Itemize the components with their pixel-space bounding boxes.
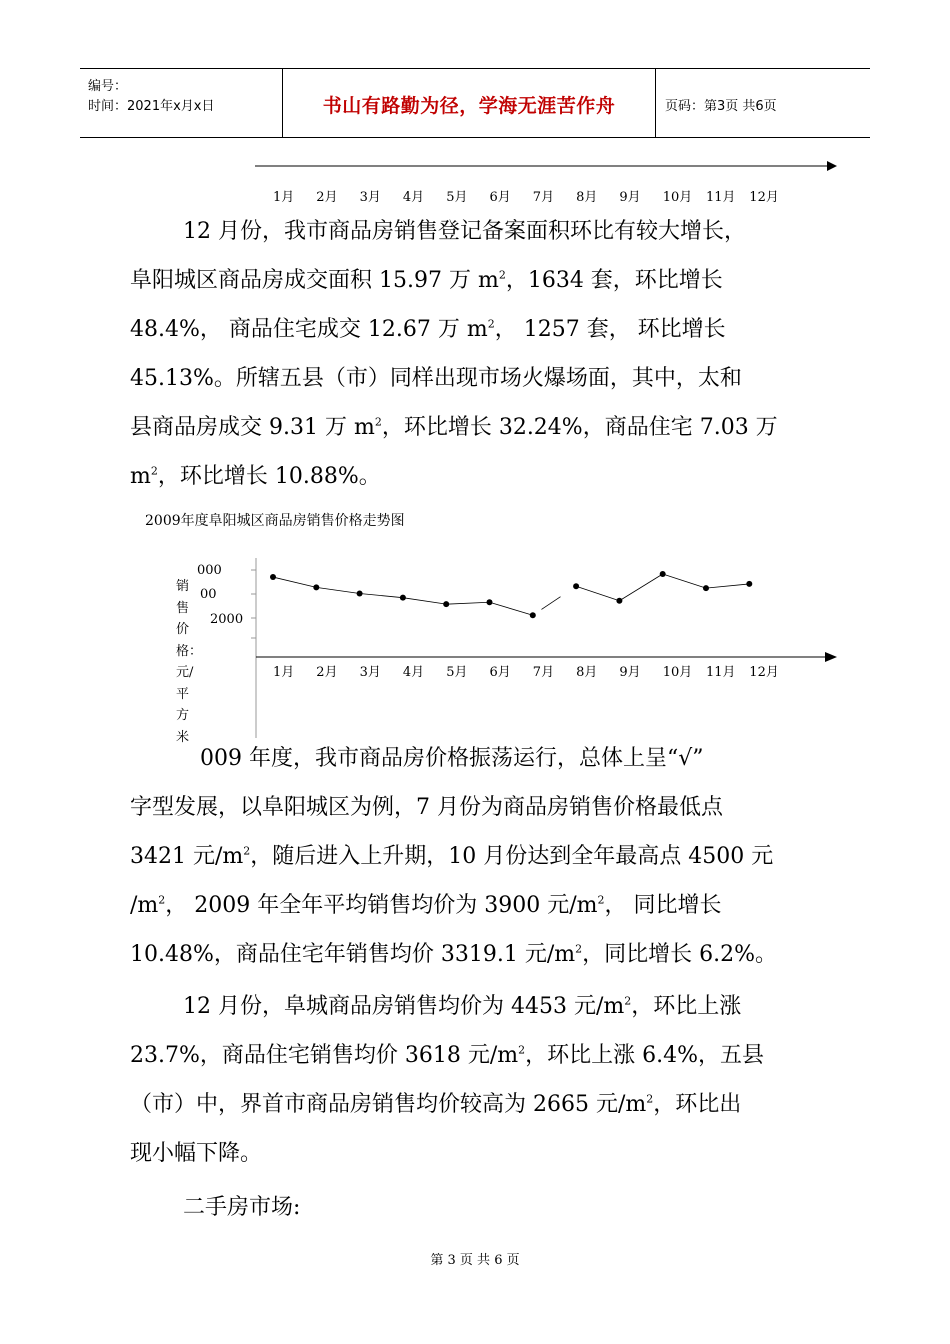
number-label: 编号： bbox=[88, 79, 128, 94]
para2-line3: 3421 元$/m^2$，随后进入上升期，10 月份达到全年最高点 4500 元 bbox=[130, 844, 774, 869]
price-trend-chart bbox=[165, 548, 845, 748]
axis-month-label: 6月 bbox=[489, 190, 511, 205]
para4-line1: 二手房市场: bbox=[183, 1195, 301, 1220]
x-tick-label: 1月 bbox=[273, 665, 295, 680]
x-tick-label: 5月 bbox=[446, 665, 468, 680]
para1-line3: 48.4%， 商品住宅成交 12.67 万 $m^2$， 1257 套， 环比增长 bbox=[130, 317, 726, 342]
motto: 书山有路勤为径，学海无涯苦作舟 bbox=[322, 95, 616, 117]
series-segment bbox=[403, 598, 446, 604]
x-tick-label: 2月 bbox=[316, 665, 338, 680]
data-point bbox=[616, 598, 622, 604]
y-ticks bbox=[197, 563, 256, 638]
para2-line2: 字型发展，以阜阳城区为例，7 月份为商品房销售价格最低点 bbox=[130, 795, 723, 820]
series-segment bbox=[619, 574, 662, 601]
data-point bbox=[270, 574, 276, 580]
para2-line5: 10.48%，商品住宅年销售均价 3319.1 元$/m^2$，同比增长 6.2%。 bbox=[130, 942, 778, 967]
y-tick-label: 2000 bbox=[210, 612, 244, 627]
data-point bbox=[487, 599, 493, 605]
para3-line1: 12 月份，阜城商品房销售均价为 4453 元$/m^2$，环比上涨 bbox=[183, 994, 742, 1019]
axis-arrow bbox=[255, 156, 840, 176]
series-segment bbox=[706, 584, 749, 588]
para2-line4: $/m^2$， 2009 年全年平均销售均价为 3900 元$/m^2$， 同比增长 bbox=[130, 893, 722, 918]
axis-month-label: 8月 bbox=[576, 190, 598, 205]
axis-month-label: 4月 bbox=[402, 190, 425, 205]
y-axis-label-char: 方 bbox=[176, 708, 190, 723]
series-segment bbox=[663, 574, 706, 588]
x-tick-label: 12月 bbox=[749, 665, 779, 680]
data-point bbox=[357, 590, 363, 596]
header-page-cell bbox=[655, 69, 870, 137]
series-line bbox=[273, 574, 749, 615]
x-tick-label: 3月 bbox=[359, 665, 381, 680]
x-tick-label: 9月 bbox=[619, 665, 641, 680]
page-label: 页码：第3页 共6页 bbox=[665, 99, 777, 114]
header-motto-cell bbox=[282, 69, 656, 137]
header-meta-cell bbox=[80, 69, 282, 137]
axis-month-label: 7月 bbox=[532, 190, 555, 205]
y-axis-label-char: 售 bbox=[176, 600, 190, 616]
series-segment bbox=[446, 602, 489, 604]
series-segment bbox=[316, 587, 359, 593]
axis-month-label: 10月 bbox=[662, 190, 693, 205]
series-segment bbox=[541, 597, 560, 610]
series-segment bbox=[360, 593, 403, 597]
series-segment bbox=[273, 577, 316, 587]
x-tick-label: 10月 bbox=[662, 665, 693, 680]
data-point bbox=[530, 612, 536, 618]
x-tick-label: 8月 bbox=[576, 665, 598, 680]
series-segment bbox=[576, 586, 619, 601]
para1-line1: 12 月份，我市商品房销售登记备案面积环比有较大增长， bbox=[183, 219, 746, 244]
axis-month-label: 12月 bbox=[749, 190, 779, 205]
page-footer: 第 3 页 共 6 页 bbox=[430, 1253, 520, 1268]
para1-line2: 阜阳城区商品房成交面积 15.97 万 $m^2$，1634 套，环比增长 bbox=[130, 268, 723, 293]
axis-month-label: 1月 bbox=[273, 190, 295, 205]
chart-title: 2009年度阜阳城区商品房销售价格走势图 bbox=[145, 513, 405, 529]
para3-line4: 现小幅下降。 bbox=[130, 1141, 263, 1166]
y-tick-label: 000 bbox=[197, 563, 222, 578]
para2-line1: 009 年度，我市商品房价格振荡运行，总体上呈“√” bbox=[200, 746, 704, 771]
x-tick-label: 4月 bbox=[402, 665, 425, 680]
data-point bbox=[703, 585, 709, 591]
axis-month-label: 2月 bbox=[316, 190, 338, 205]
y-axis-label-char: 平 bbox=[176, 686, 190, 702]
axis-month-label: 3月 bbox=[359, 190, 381, 205]
previous-chart-axis bbox=[255, 156, 840, 206]
para1-line5: 县商品房成交 9.31 万 $m^2$，环比增长 32.24%，商品住宅 7.03 万 bbox=[130, 415, 778, 440]
data-point bbox=[400, 595, 406, 601]
data-point bbox=[746, 581, 752, 587]
x-tick-label: 6月 bbox=[489, 665, 511, 680]
series-segment bbox=[490, 602, 533, 615]
para1-line6: $m^2$，环比增长 10.88%。 bbox=[130, 464, 381, 489]
para1-line4: 45.13%。所辖五县（市）同样出现市场火爆场面，其中，太和 bbox=[130, 366, 742, 391]
time-label: 时间：2021年x月x日 bbox=[88, 99, 215, 114]
data-point bbox=[313, 584, 319, 590]
y-axis-label-char: 元/ bbox=[176, 665, 194, 680]
data-point bbox=[443, 601, 449, 607]
y-axis-label-char: 价 bbox=[176, 622, 190, 637]
para3-line2: 23.7%，商品住宅销售均价 3618 元$/m^2$，环比上涨 6.4%，五县 bbox=[130, 1043, 765, 1068]
axis-month-label: 5月 bbox=[446, 190, 468, 205]
x-tick-label: 7月 bbox=[532, 665, 555, 680]
y-tick-label: 00 bbox=[200, 587, 217, 602]
document-header bbox=[80, 68, 870, 138]
axis-month-label: 9月 bbox=[619, 190, 641, 205]
axis-month-label: 11月 bbox=[706, 190, 736, 205]
series-points bbox=[270, 571, 752, 618]
data-point bbox=[660, 571, 666, 577]
data-point bbox=[573, 583, 579, 589]
x-tick-label: 11月 bbox=[706, 665, 736, 680]
para3-line3: （市）中，界首市商品房销售均价较高为 2665 元$/m^2$，环比出 bbox=[130, 1092, 742, 1117]
x-axis-arrow bbox=[825, 652, 837, 662]
y-axis-label-char: 米 bbox=[176, 729, 190, 745]
y-axis-label-char: 销 bbox=[176, 579, 190, 594]
y-axis-label-char: 格： bbox=[176, 643, 203, 659]
